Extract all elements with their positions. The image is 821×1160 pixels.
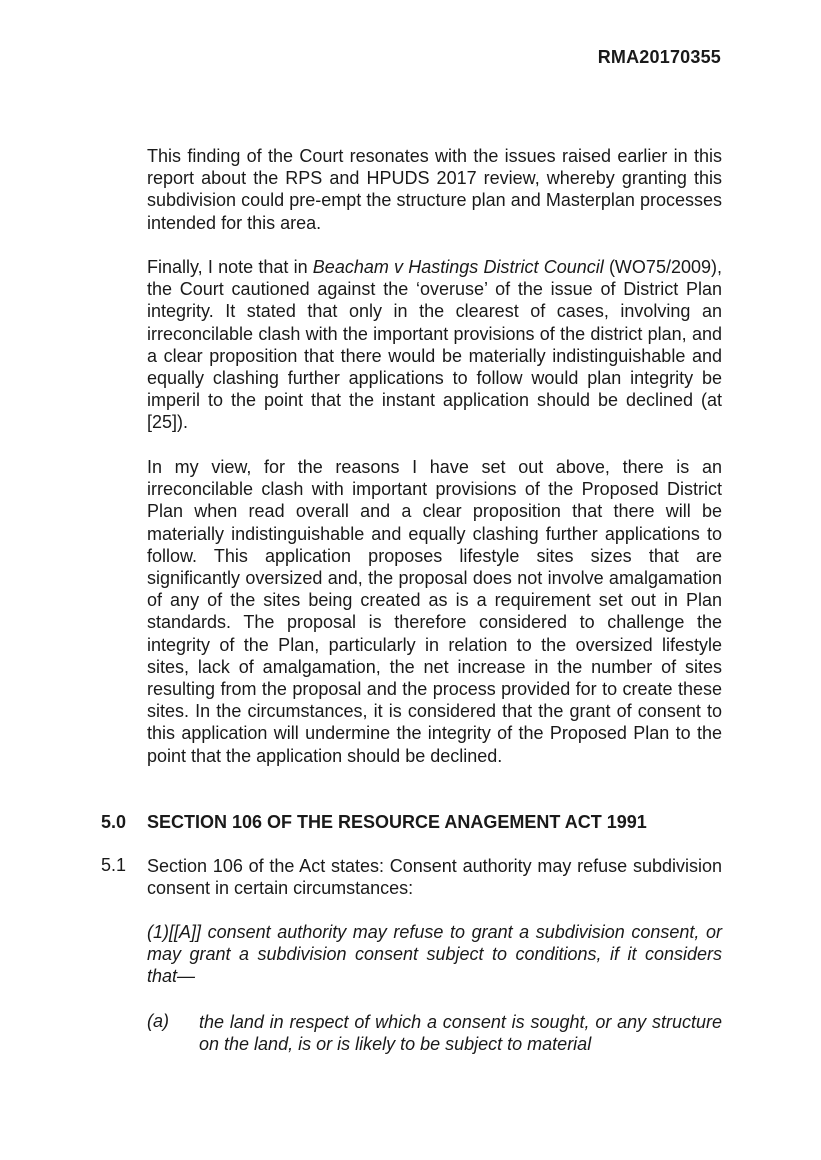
document-reference: RMA20170355 (597, 47, 721, 67)
section-number: 5.0 (101, 812, 127, 832)
paragraph-text: (WO75/2009), the Court cautioned against the ‘overuse’ of the issue of District Plan integrity. It stated that only in the clearest of cases, involving an irreconcilable clash with the important provisions of the district plan, and a clear proposition that there would be materially indistinguishable and equally clashing further applications to follow would plan integrity be imperil to the point that the instant application should be declined (at [25]). (147, 257, 722, 433)
quoted-item-label: (a) (147, 1011, 169, 1031)
clause-text: Section 106 of the Act states: Consent authority may refuse subdivision consent in certain circumstances: (147, 856, 722, 899)
quoted-item-text: the land in respect of which a consent is sought, or any structure on the land, is or is likely to be subject to material (199, 1012, 722, 1055)
quoted-provision: (1)[[A]] consent authority may refuse to grant a subdivision consent, or may grant a subdivision consent subject to conditions, if it considers that— (147, 922, 722, 987)
paragraph-view: In my view, for the reasons I have set out above, there is an irreconcilable clash with important provisions of the Proposed District Plan when read overall and a clear proposition that there will be materially indistinguishable and equally clashing further applications to follow. This application proposes lifestyle sites sizes that are significantly oversized and, the proposal does not involve amalgamation of any of the sites being created as is a requirement set out in Plan standards. The proposal is therefore considered to challenge the integrity of the Plan, particularly in relation to the oversized lifestyle sites, lack of amalgamation, the net increase in the number of sites resulting from the proposal and the process provided for to create these sites. In the circumstances, it is considered that the grant of consent to this application will undermine the integrity of the Proposed Plan to the point that the application should be declined. (147, 457, 722, 766)
paragraph-court-finding: This finding of the Court resonates with the issues raised earlier in this report about the RPS and HPUDS 2017 review, whereby granting this subdivision could pre-empt the structure plan and Masterplan processes intended for this area. (147, 146, 722, 233)
paragraph-text: Finally, I note that in (147, 257, 313, 277)
section-title: SECTION 106 OF THE RESOURCE ANAGEMENT ACT 1991 (147, 812, 647, 832)
case-citation: Beacham v Hastings District Council (312, 257, 604, 277)
clause-number: 5.1 (101, 855, 127, 875)
paragraph-beacham-case (147, 256, 722, 434)
